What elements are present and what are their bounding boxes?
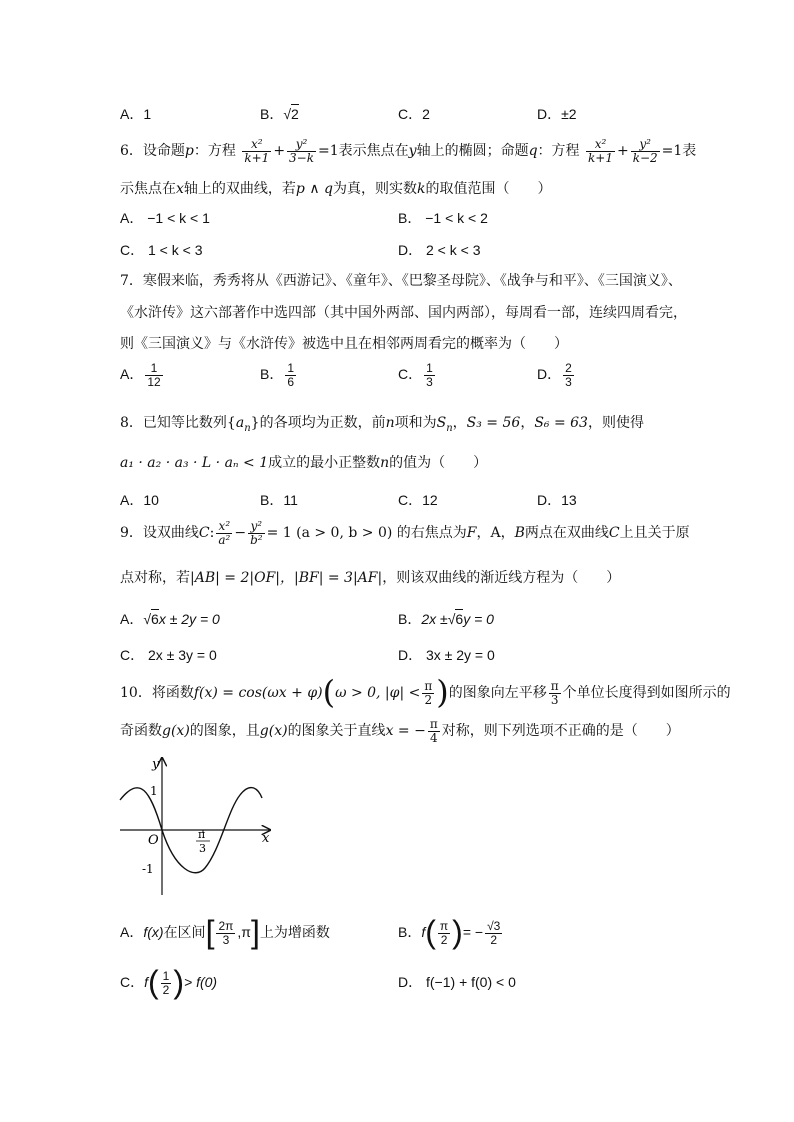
q6-line1: 6．设命题p：方程 $\frac{\text{x²}}{k+1}$ + $\frac{\text{y²}}{3-k}$ =1表示焦点在y轴上的椭圆；命题q：方程 $\frac{\text{x²}}{k+1}$ + $\frac{\text{y²}}{k-2}$ =1表 xyxy=(120,137,697,165)
q7-line3: 则《三国演义》与《水浒传》被选中且在相邻两周看完的概率为（ ） xyxy=(120,336,568,352)
q10-option-d: D． f(−1) + f(0) < 0 xyxy=(398,974,516,990)
q9-option-b: B．2x ±√6y = 0 xyxy=(398,611,494,627)
q8-line2: a₁ · a₂ · a₃ · L · aₙ < 1成立的最小正整数n的值为（ ） xyxy=(120,455,488,471)
q6-option-c: C． 1 < k < 3 xyxy=(120,242,203,258)
x-axis-label: x xyxy=(262,831,270,846)
origin-label: O xyxy=(148,833,159,848)
tick-3: 3 xyxy=(199,842,206,855)
q5-option-a: A．1 xyxy=(120,106,152,122)
q5-option-b: B．√2 xyxy=(260,106,299,122)
tick-pi: π xyxy=(198,828,206,841)
q10-option-c: C．f( $\frac{1}{2}$ )> f(0) xyxy=(120,963,218,1000)
q9-option-a: A．√6x ± 2y = 0 xyxy=(120,611,220,627)
q6-option-a: A． −1 < k < 1 xyxy=(120,210,210,226)
q6-line2: 示焦点在x轴上的双曲线，若p ∧ q为真，则实数k的取值范围（ ） xyxy=(120,181,552,197)
q8-option-d: D．13 xyxy=(537,492,577,508)
q6-option-b: B． −1 < k < 2 xyxy=(398,210,488,226)
q10-option-b: B．f( $\frac{\pi}{2}$ )= − $\frac{√3}{2}$ xyxy=(398,913,501,950)
tick-1: 1 xyxy=(150,784,158,798)
function-graph xyxy=(110,750,280,900)
q10-line2: 奇函数g(x)的图象，且g(x)的图象关于直线x = − $\frac{\pi}{4}$ 对称，则下列选项不正确的是（ ） xyxy=(120,717,680,745)
y-axis-label: y xyxy=(152,757,160,772)
q9-option-c: C． 2x ± 3y = 0 xyxy=(120,647,217,663)
q7-option-d: D． $\frac{2}{3}$ xyxy=(537,361,572,389)
q6-option-d: D． 2 < k < 3 xyxy=(398,242,481,258)
q10-line1: 10．将函数f(x) = cos(ωx + φ)(ω > 0, |φ| < $\frac{\pi}{2}$ )的图象向左平移 $\frac{\pi}{3}$ 个单位长度得到如图所示的 xyxy=(120,673,731,712)
q5-option-c: C．2 xyxy=(398,106,430,122)
q5-option-d: D．±2 xyxy=(537,106,577,122)
q8-option-a: A．10 xyxy=(120,492,159,508)
q8-line1: 8．已知等比数列$\{a_n\}$的各项均为正数，前n项和为$S_n$，S₃ = 56，S₆ = 63，则使得 xyxy=(120,415,644,434)
q8-option-b: B．11 xyxy=(260,492,298,508)
q8-option-c: C．12 xyxy=(398,492,438,508)
q10-option-a: A．f(x)在区间[ $\frac{2\pi}{3}$ ,π]上为增函数 xyxy=(120,913,330,950)
q7-line2: 《水浒传》这六部著作中选四部（其中国外两部、国内两部），每周看一部，连续四周看完， xyxy=(120,305,687,321)
q9-option-d: D． 3x ± 2y = 0 xyxy=(398,647,495,663)
q7-line1: 7．寒假来临，秀秀将从《西游记》、《童年》、《巴黎圣母院》、《战争与和平》、《三国演义》、 xyxy=(120,273,682,289)
q7-option-b: B． $\frac{1}{6}$ xyxy=(260,361,295,389)
q9-line1: 9．设双曲线C: $\frac{\text{x²}}{\text{a²}}$ − $\frac{\text{y²}}{\text{b²}}$ = 1 (a > 0, b > 0) 的右焦点为F，A，B两点在双曲线C上且关于原 xyxy=(120,519,690,547)
q9-line2: 点对称，若|AB| = 2|OF|，|BF| = 3|AF|，则该双曲线的渐近线方程为（ ） xyxy=(120,570,621,586)
tick-neg1: -1 xyxy=(142,862,154,876)
q7-option-a: A． $\frac{1}{12}$ xyxy=(120,361,161,389)
q7-option-c: C． $\frac{1}{3}$ xyxy=(398,361,433,389)
